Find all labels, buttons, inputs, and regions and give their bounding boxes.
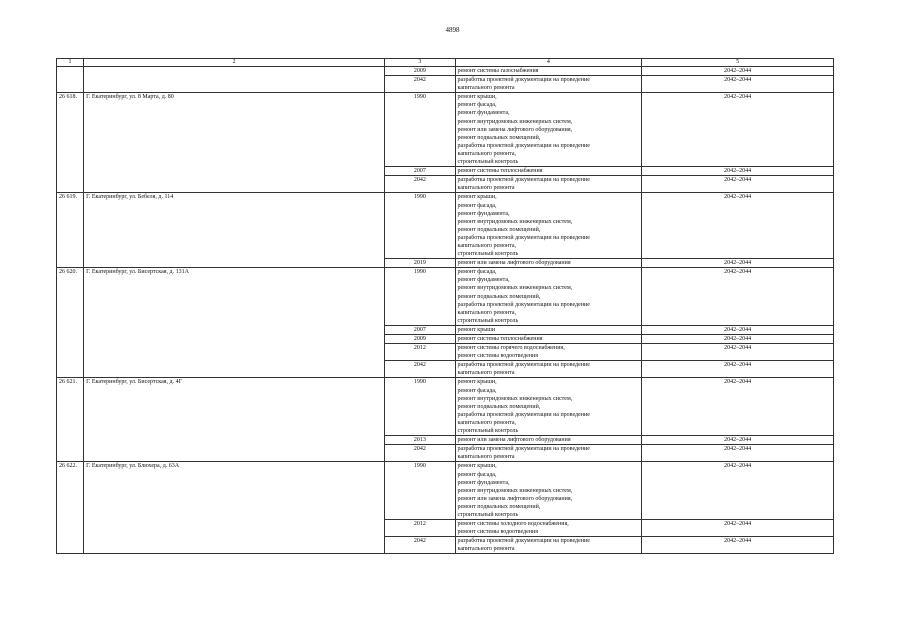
empty-address-cell	[84, 67, 385, 93]
work-item: капитального ремонта	[457, 85, 515, 92]
year-cell: 2042	[385, 176, 455, 193]
term-cell: 2042–2044	[642, 335, 834, 344]
work-item: ремонт системы водоотведения	[457, 353, 538, 360]
column-header-4: 4	[455, 59, 642, 67]
works-cell	[455, 344, 642, 361]
year-cell: 2042	[385, 537, 455, 554]
work-item: ремонт внутридомовых инженерных систем,	[457, 395, 573, 402]
record-number: 26 618.	[57, 93, 84, 193]
work-item: ремонт крыши,	[457, 379, 497, 386]
address-cell: Г. Екатеринбург, ул. 8 Марта, д. 80	[84, 93, 385, 193]
work-item: строительный контроль	[457, 159, 519, 166]
term-cell: 2042–2044	[642, 445, 834, 462]
works-cell	[455, 445, 642, 462]
work-item: ремонт системы горячего водоснабжения,	[457, 345, 565, 352]
work-item: ремонт фундамента,	[457, 110, 510, 117]
term-cell: 2042–2044	[642, 176, 834, 193]
work-item: ремонт или замена лифтового оборудования,	[457, 126, 573, 133]
column-header-3: 3	[385, 59, 455, 67]
header-row	[57, 59, 834, 67]
works-cell	[455, 361, 642, 378]
work-item: разработка проектной документации на проведение	[457, 301, 590, 308]
work-item: ремонт системы холодного водоснабжения,	[457, 521, 569, 528]
term-cell: 2042–2044	[642, 361, 834, 378]
work-item: ремонт системы теплоснабжения	[457, 336, 543, 342]
table-row	[57, 67, 834, 76]
works-cell	[455, 67, 642, 76]
year-cell: 2013	[385, 436, 455, 445]
work-item: ремонт или замена лифтового оборудования	[457, 260, 571, 267]
year-cell: 2012	[385, 520, 455, 537]
work-item: ремонт крыши,	[457, 94, 497, 101]
work-item: разработка проектной документации на проведение	[457, 177, 590, 184]
works-cell	[455, 462, 642, 520]
work-item: ремонт крыши	[457, 326, 496, 333]
works-cell	[455, 537, 642, 554]
work-item: разработка проектной документации на проведение	[457, 411, 590, 418]
term-cell: 2042–2044	[642, 344, 834, 361]
works-cell	[455, 520, 642, 537]
year-cell: 1990	[385, 268, 455, 326]
term-cell: 2042–2044	[642, 462, 834, 520]
work-item: ремонт подвальных помещений,	[457, 503, 541, 510]
work-item: строительный контроль	[457, 251, 519, 258]
term-cell: 2042–2044	[642, 259, 834, 268]
term-cell: 2042–2044	[642, 537, 834, 554]
column-header-2: 2	[84, 59, 385, 67]
work-item: ремонт подвальных помещений,	[457, 293, 541, 300]
empty-number-cell	[57, 67, 84, 93]
term-cell: 2042–2044	[642, 67, 834, 76]
works-cell	[455, 259, 642, 268]
address-cell: Г. Екатеринбург, ул. Блюхера, д. 63А	[84, 462, 385, 554]
work-item: капитального ремонта,	[457, 419, 517, 426]
term-cell: 2042–2044	[642, 325, 834, 334]
works-cell	[455, 193, 642, 259]
work-item: разработка проектной документации на проведение	[457, 446, 590, 453]
works-cell	[455, 268, 642, 326]
term-cell: 2042–2044	[642, 93, 834, 167]
year-cell: 1990	[385, 193, 455, 259]
work-item: ремонт системы газоснабжения	[457, 68, 539, 74]
work-item: ремонт фасада,	[457, 102, 497, 109]
work-item: ремонт или замена лифтового оборудования,	[457, 495, 573, 502]
work-item: ремонт или замена лифтового оборудования	[457, 437, 571, 444]
work-item: ремонт фундамента,	[457, 277, 510, 284]
year-cell: 2042	[385, 361, 455, 378]
work-item: капитального ремонта	[457, 454, 515, 461]
work-item: ремонт фундамента,	[457, 210, 510, 217]
table-row	[57, 462, 834, 520]
work-item: капитального ремонта	[457, 185, 515, 192]
column-header-5: 5	[642, 59, 834, 67]
work-item: капитального ремонта,	[457, 309, 517, 316]
year-cell: 1990	[385, 93, 455, 167]
work-item: ремонт внутридомовых инженерных систем,	[457, 218, 573, 225]
address-cell: Г. Екатеринбург, ул. Бисертская, д. 4Г	[84, 378, 385, 462]
record-number: 26 621.	[57, 378, 84, 462]
term-cell: 2042–2044	[642, 520, 834, 537]
year-cell: 2019	[385, 259, 455, 268]
works-cell	[455, 76, 642, 93]
term-cell: 2042–2044	[642, 378, 834, 436]
table-row	[57, 93, 834, 167]
works-cell	[455, 176, 642, 193]
record-number: 26 620.	[57, 268, 84, 378]
work-item: ремонт фасада,	[457, 269, 497, 276]
work-item: ремонт системы водоотведения	[457, 529, 538, 536]
work-item: разработка проектной документации на проведение	[457, 538, 590, 545]
work-item: ремонт фасада,	[457, 471, 497, 478]
works-cell	[455, 335, 642, 344]
works-cell	[455, 93, 642, 167]
year-cell: 2042	[385, 76, 455, 93]
term-cell: 2042–2044	[642, 76, 834, 93]
year-cell: 1990	[385, 378, 455, 436]
repair-schedule-table	[56, 58, 834, 554]
works-cell	[455, 378, 642, 436]
works-cell	[455, 167, 642, 176]
year-cell: 1990	[385, 462, 455, 520]
work-item: ремонт фасада,	[457, 387, 497, 394]
column-header-1: 1	[57, 59, 84, 67]
address-cell: Г. Екатеринбург, ул. Бебеля, д. 114	[84, 193, 385, 268]
work-item: строительный контроль	[457, 428, 519, 435]
year-cell: 2012	[385, 344, 455, 361]
works-cell	[455, 436, 642, 445]
year-cell: 2042	[385, 445, 455, 462]
table-row	[57, 268, 834, 326]
year-cell: 2009	[385, 67, 455, 76]
record-number: 26 619.	[57, 193, 84, 268]
work-item: строительный контроль	[457, 317, 519, 324]
work-item: капитального ремонта	[457, 546, 515, 553]
term-cell: 2042–2044	[642, 436, 834, 445]
work-item: капитального ремонта,	[457, 242, 517, 249]
work-item: капитального ремонта	[457, 370, 515, 377]
year-cell: 2007	[385, 167, 455, 176]
work-item: разработка проектной документации на проведение	[457, 234, 590, 241]
work-item: капитального ремонта,	[457, 150, 517, 157]
work-item: ремонт внутридомовых инженерных систем,	[457, 285, 573, 292]
work-item: ремонт подвальных помещений,	[457, 226, 541, 233]
work-item: ремонт подвальных помещений,	[457, 403, 541, 410]
work-item: ремонт внутридомовых инженерных систем,	[457, 487, 573, 494]
table-row	[57, 193, 834, 259]
year-cell: 2007	[385, 325, 455, 334]
page-number: 4898	[445, 26, 460, 34]
work-item: ремонт внутридомовых инженерных систем,	[457, 118, 573, 125]
work-item: разработка проектной документации на проведение	[457, 362, 590, 369]
year-cell: 2009	[385, 335, 455, 344]
work-item: ремонт фундамента,	[457, 479, 510, 486]
work-item: ремонт подвальных помещений,	[457, 134, 541, 141]
work-item: строительный контроль	[457, 511, 519, 518]
works-cell	[455, 325, 642, 334]
address-cell: Г. Екатеринбург, ул. Бисертская, д. 131А	[84, 268, 385, 378]
term-cell: 2042–2044	[642, 193, 834, 259]
term-cell: 2042–2044	[642, 167, 834, 176]
work-item: ремонт системы теплоснабжения	[457, 168, 543, 175]
record-number: 26 622.	[57, 462, 84, 554]
table-row	[57, 378, 834, 436]
work-item: ремонт крыши,	[457, 194, 497, 201]
work-item: ремонт фасада,	[457, 202, 497, 209]
work-item: ремонт крыши,	[457, 463, 497, 470]
work-item: разработка проектной документации на проведение	[457, 77, 590, 84]
work-item: разработка проектной документации на проведение	[457, 142, 590, 149]
table-body	[57, 67, 834, 554]
term-cell: 2042–2044	[642, 268, 834, 326]
